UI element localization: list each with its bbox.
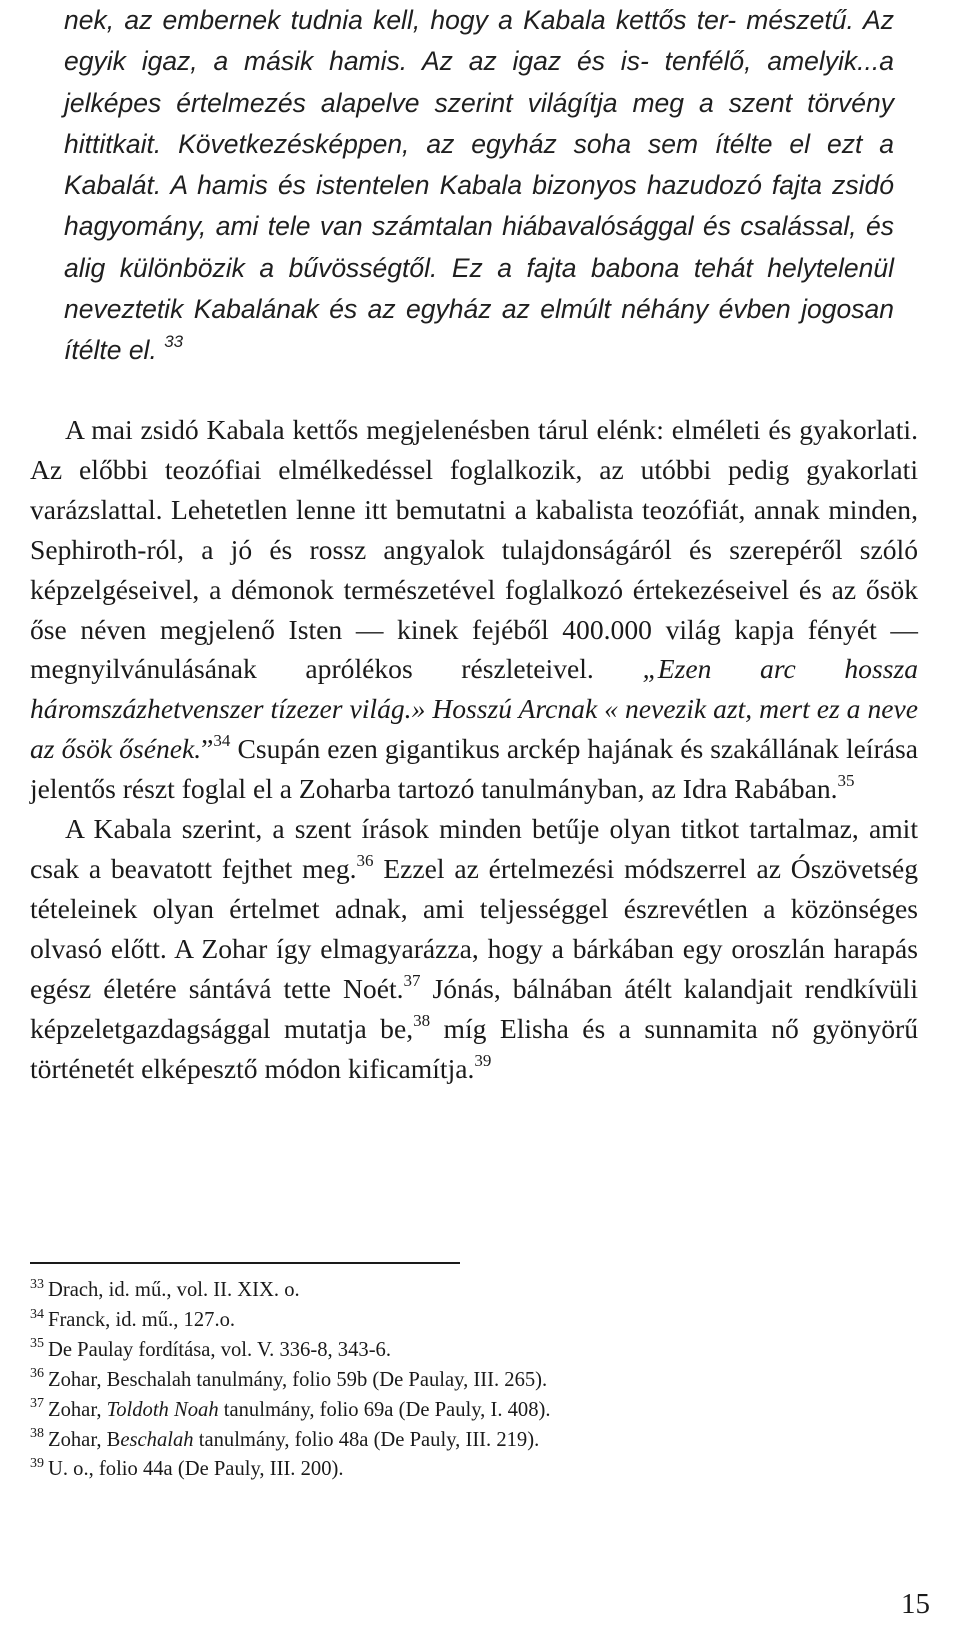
footnote-39 — [30, 1455, 890, 1485]
paragraph-1-quote-close: ” — [201, 733, 214, 765]
page-number: 15 — [901, 1588, 930, 1620]
footnote-text: U. o., folio 44a (De Pauly, III. 200). — [48, 1458, 344, 1481]
footnote-text: De Paulay fordítása, vol. V. 336-8, 343-6. — [48, 1338, 391, 1361]
italic-quote-block — [64, 0, 894, 372]
footnote-separator — [30, 1262, 460, 1264]
paragraph-2-text-b: Ezzel az értelmezési módszerrel az Ószövetség tételeinek olyan értelmet adnak, ami teljességgel észrevétlen a közönséges olvasó előtt. A Zohar így elmagyarázza, hogy a bárkában egy oroszlán harapás egész életére sántává tette Noét. — [30, 852, 919, 1004]
footnote-ref-36: 36 — [356, 850, 374, 870]
footnote-text-italic: Toldoth Noah — [106, 1398, 219, 1421]
footnote-text-post: tanulmány, folio 69a (De Pauly, I. 408). — [218, 1398, 551, 1421]
footnote-text-post: tanulmány, folio 48a (De Pauly, III. 219). — [193, 1428, 540, 1451]
paragraph-1-text-b: Csupán ezen gigantikus arckép hajának és szakállának leírása jelentős részt foglal el a Zoharba tartozó tanulmányban, az Idra Rabában. — [30, 733, 918, 805]
footnote-36 — [30, 1366, 890, 1396]
footnote-number: 35 — [30, 1336, 44, 1352]
footnote-35 — [30, 1336, 890, 1366]
footnote-text: Drach, id. mű., vol. II. XIX. o. — [48, 1279, 300, 1301]
footnote-ref-33: 33 — [164, 332, 184, 352]
body-text — [30, 410, 918, 1088]
paragraph-1-quote: „Ezen arc hossza háromszázhetvenszer tízezer világ.» Hosszú Arcnak « nevezik azt, mert ez a neve az ősök ősének. — [30, 653, 918, 765]
footnotes — [30, 1276, 890, 1485]
footnote-text: Franck, id. mű., 127.o. — [48, 1308, 236, 1331]
footnote-34 — [30, 1306, 890, 1336]
footnote-ref-38: 38 — [413, 1010, 431, 1030]
footnote-ref-37: 37 — [403, 970, 421, 990]
paragraph-1-text-a: A mai zsidó Kabala kettős megjelenésben tárul elénk: elméleti és gyakorlati. Az előbbi teozófiai elmélkedéssel foglalkozik, az utóbbi pedig gyakorlati varázslattal. Lehetetlen lenne itt bemutatni a kabalista teozófiát, annak minden, Sephiroth-ról, a jó és rossz angyalok tulajdonságáról és szerepéről szóló képzelgéseivel, a démonok természetével foglalkozó értekezéseivel és az ősök őse néven megjelenő Isten — kinek fejéből 400.000 világ kapja fényét — megnyilvánulásának aprólékos részleteivel. — [30, 414, 918, 685]
paragraph-2-text-d: míg Elisha és a sunnamita nő gyönyörű történetét elképesztő módon kificamítja. — [30, 1012, 918, 1084]
footnote-text-pre: Zohar, — [48, 1398, 107, 1421]
footnote-number: 38 — [30, 1426, 44, 1442]
footnote-ref-35: 35 — [837, 770, 855, 790]
footnote-ref-39: 39 — [474, 1050, 492, 1070]
paragraph-2-text-c: Jónás, bálnában átélt kalandjait rendkívüli képzeletgazdagsággal mutatja be, — [30, 972, 918, 1044]
footnote-text-italic: eschalah — [120, 1428, 194, 1451]
quote-text: nek, az embernek tudnia kell, hogy a Kabala kettős ter- mészetű. Az egyik igaz, a másik hamis. Az az igaz és is- tenfélő, amelyik...a jelképes értelmezés alapelve szerint világítja meg a szent törvény hittitkait. Következésképpen, az egyház soha sem ítélte el ezt a Kabalát. A hamis és istentelen Kabala bizonyos hazudozó fajta zsidó hagyomány, ami tele van számtalan hiábavalósággal és csalással, és alig különbözik a bűvösségtől. Ez a fajta babona tehát helytelenül neveztetik Kabalának és az egyház az elmúlt néhány évben jogosan ítélte el. — [64, 5, 894, 366]
footnote-text: Zohar, Beschalah tanulmány, folio 59b (De Paulay, III. 265). — [48, 1368, 548, 1391]
footnote-number: 39 — [30, 1456, 44, 1472]
footnote-number: 36 — [30, 1366, 44, 1382]
paragraph-2-text-a: A Kabala szerint, a szent írások minden betűje olyan titkot tartalmaz, amit csak a beavatott fejthet meg. — [30, 813, 918, 884]
footnote-text-pre: Zohar, B — [48, 1428, 121, 1451]
paragraph-1 — [30, 410, 918, 809]
footnote-33 — [30, 1276, 890, 1306]
footnote-number: 37 — [30, 1396, 44, 1412]
footnote-37 — [30, 1396, 890, 1426]
footnote-38 — [30, 1426, 890, 1456]
paragraph-2 — [30, 809, 918, 1088]
footnote-ref-34: 34 — [213, 731, 231, 751]
footnote-number: 33 — [30, 1276, 44, 1292]
footnote-number: 34 — [30, 1306, 44, 1322]
